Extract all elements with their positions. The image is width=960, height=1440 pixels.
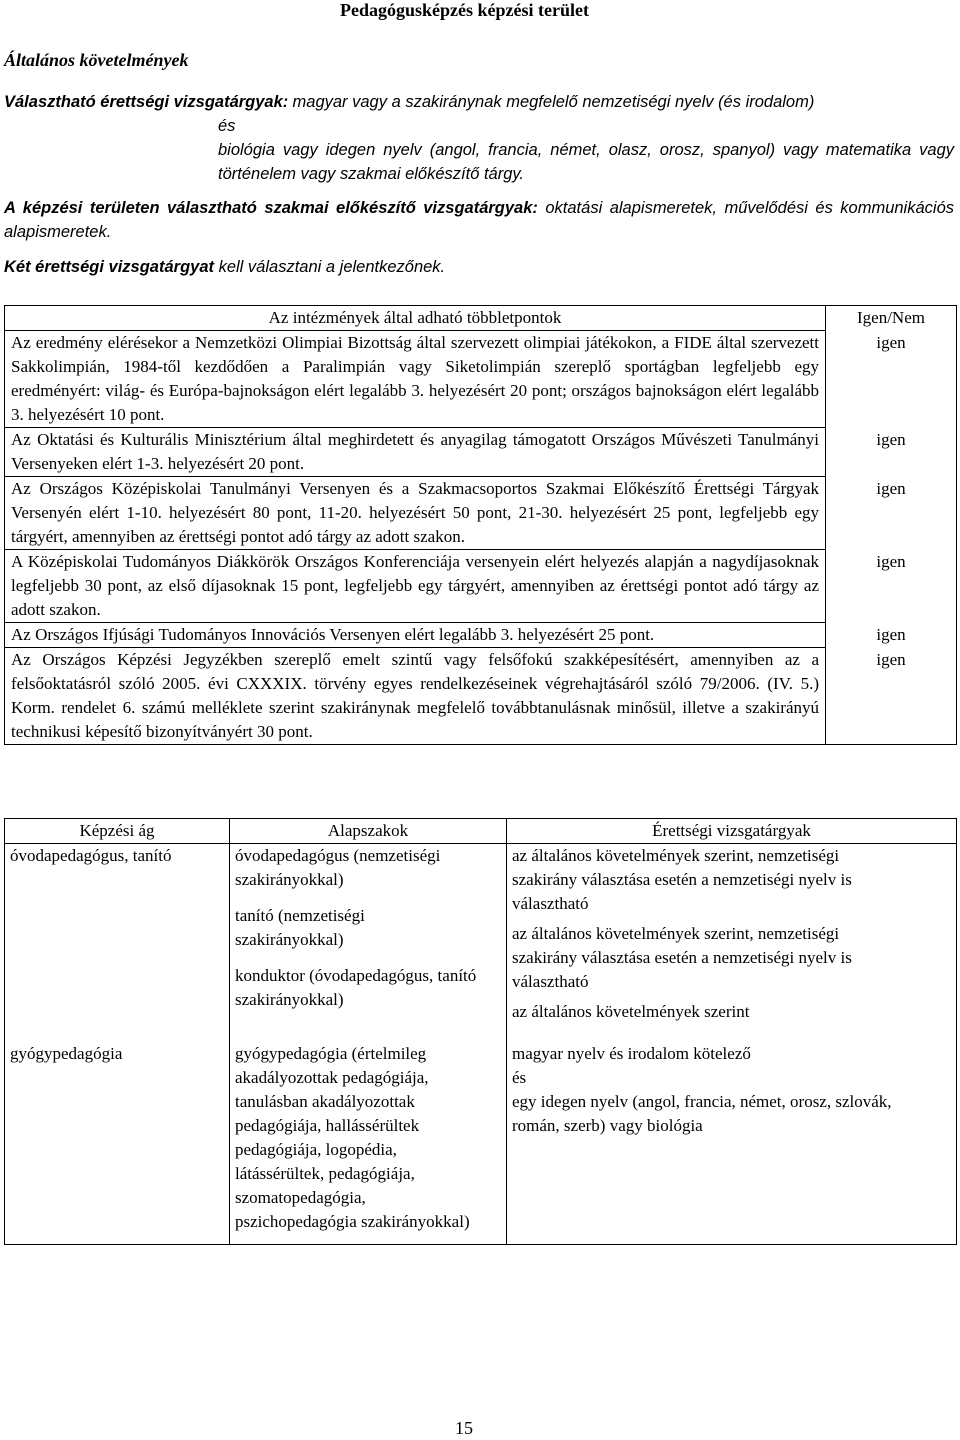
section-title: Általános követelmények	[4, 50, 189, 70]
valaszthato-paragraph	[4, 90, 954, 186]
row-description: A Középiskolai Tudományos Diákkörök Országos Konferenciája versenyein elért helyezés alapján a nagydíjasoknak legfeljebb 30 pont, az első díjasoknak 15 pont, legfeljebb egy tárgyért, amennyiben az érettségi pontot adó tárgy az adott szakon.	[5, 550, 826, 623]
header-alapszakok: Alapszakok	[230, 819, 507, 844]
table-row	[5, 331, 957, 428]
header-erettsegi: Érettségi vizsgatárgyak	[507, 819, 957, 844]
erettsegi-tanito: az általános követelmények szerint, nemzetiségi szakirány választása esetén a nemzetiségi nyelv is választható	[512, 924, 852, 991]
ket-label: Két érettségi vizsgatárgyat	[4, 258, 214, 276]
table-row	[5, 477, 957, 550]
page-header: Pedagógusképzés képzési terület	[340, 0, 589, 20]
szakmai-label: A képzési területen választható szakmai előkészítő vizsgatárgyak:	[4, 199, 538, 217]
row-description: Az Oktatási és Kulturális Minisztérium által meghirdetett és anyagilag támogatott Országos Művészeti Tanulmányi Versenyeken elért 1-3. helyezésért 20 pont.	[5, 428, 826, 477]
row-value: igen	[826, 477, 957, 550]
table-row	[5, 648, 957, 745]
erettsegi-ovoda: az általános követelmények szerint, nemzetiségi szakirány választása esetén a nemzetiségi nyelv is választható	[512, 846, 852, 913]
header-tobbletpontok: Az intézmények által adható többletpontok	[5, 306, 826, 331]
branch-ovoda: óvodapedagógus, tanító	[10, 846, 172, 865]
ket-paragraph	[4, 258, 445, 277]
table-header-row	[5, 819, 957, 844]
row-value: igen	[826, 550, 957, 623]
header-igen-nem: Igen/Nem	[826, 306, 957, 331]
row-description: Az eredmény elérésekor a Nemzetközi Olimpiai Bizottság által szervezett olimpiai játékokon, a FIDE által szervezett Sakkolimpián, 1984-től kezdődően a Paralimpián vagy Siketolimpián szereplő sportágban legfeljebb egy eredményért: világ- és Európa-bajnokságon elért legalább 3. helyezésért 20 pont; országos bajnokságon elért legalább 3. helyezésért 10 pont.	[5, 331, 826, 428]
erettsegi-cell	[507, 844, 957, 1025]
row-value: igen	[826, 648, 957, 745]
header-kepzesi-ag: Képzési ág	[5, 819, 230, 844]
branch-cell	[5, 1024, 230, 1245]
alapszak-cell	[230, 1024, 507, 1245]
valaszthato-line2: és	[218, 117, 236, 135]
valaszthato-label: Választható érettségi vizsgatárgyak:	[4, 93, 289, 111]
branch-gyogy: gyógypedagógia	[10, 1044, 123, 1063]
alapszak-gyogy: gyógypedagógia (értelmileg akadályozottak pedagógiája, tanulásban akadályozottak pedagógiája, hallássérültek pedagógiája, logopédia, látássérültek, pedagógiája, szomatopedagógia, pszichopedagógia szakirányokkal)	[235, 1044, 470, 1231]
branch-cell	[5, 844, 230, 1025]
table-header-row	[5, 306, 957, 331]
erettsegi-gyogy-1: magyar nyelv és irodalom kötelező	[512, 1044, 751, 1063]
tobbletpont-table	[4, 305, 957, 745]
erettsegi-gyogy-3: egy idegen nyelv (angol, francia, német, orosz, szlovák, román, szerb) vagy biológia	[512, 1092, 892, 1135]
kepzesi-ag-table	[4, 818, 957, 1245]
erettsegi-gyogy-2: és	[512, 1068, 527, 1087]
szakmai-text: oktatási alapismeretek, művelődési és kommunikációs alapismeretek.	[4, 199, 954, 241]
row-value: igen	[826, 331, 957, 428]
valaszthato-line3: biológia vagy idegen nyelv (angol, francia, német, olasz, orosz, spanyol) vagy matematika vagy történelem vagy szakmai előkészítő tárgy.	[218, 141, 954, 183]
table-row	[5, 1024, 957, 1245]
row-description: Az Országos Középiskolai Tanulmányi Versenyen és a Szakmacsoportos Szakmai Előkészítő Érettségi Tárgyak Versenyén elért 1-10. helyezésért 80 pont, 11-20. helyezésért 50 pont, 21-30. helyezésért 25 pont, legfeljebb egy tárgyért, amennyiben az érettségi pontot adó tárgy az adott szakon.	[5, 477, 826, 550]
erettsegi-konduktor: az általános követelmények szerint	[512, 1002, 750, 1021]
row-description: Az Országos Képzési Jegyzékben szereplő emelt szintű vagy felsőfokú szakképesítésért, amennyiben az a felsőoktatásról szóló 2005. évi CXXXIX. törvény egyes rendelkezéseinek végrehajtásáról szóló 79/2006. (IV. 5.) Korm. rendelet 6. számú melléklete szerint szakiránynak megfelelő továbbtanulásnak minősül, illetve a szakirányú technikusi képesítő bizonyítványért 30 pont.	[5, 648, 826, 745]
valaszthato-line1: magyar vagy a szakiránynak megfelelő nemzetiségi nyelv (és irodalom)	[292, 93, 815, 111]
erettsegi-cell	[507, 1024, 957, 1245]
alapszak-cell	[230, 844, 507, 1025]
ket-text: kell választani a jelentkezőnek.	[218, 258, 446, 276]
szakmai-paragraph	[4, 196, 954, 244]
table-row	[5, 623, 957, 648]
page-number: 15	[455, 1418, 473, 1438]
table-row	[5, 844, 957, 1025]
table-row	[5, 550, 957, 623]
row-value: igen	[826, 428, 957, 477]
row-value: igen	[826, 623, 957, 648]
table-row	[5, 428, 957, 477]
row-description: Az Országos Ifjúsági Tudományos Innovációs Versenyen elért legalább 3. helyezésért 25 pont.	[5, 623, 826, 648]
alapszak-tanito: tanító (nemzetiségi szakirányokkal)	[235, 906, 365, 949]
alapszak-ovoda: óvodapedagógus (nemzetiségi szakirányokkal)	[235, 846, 441, 889]
alapszak-konduktor: konduktor (óvodapedagógus, tanító szakirányokkal)	[235, 966, 477, 1009]
